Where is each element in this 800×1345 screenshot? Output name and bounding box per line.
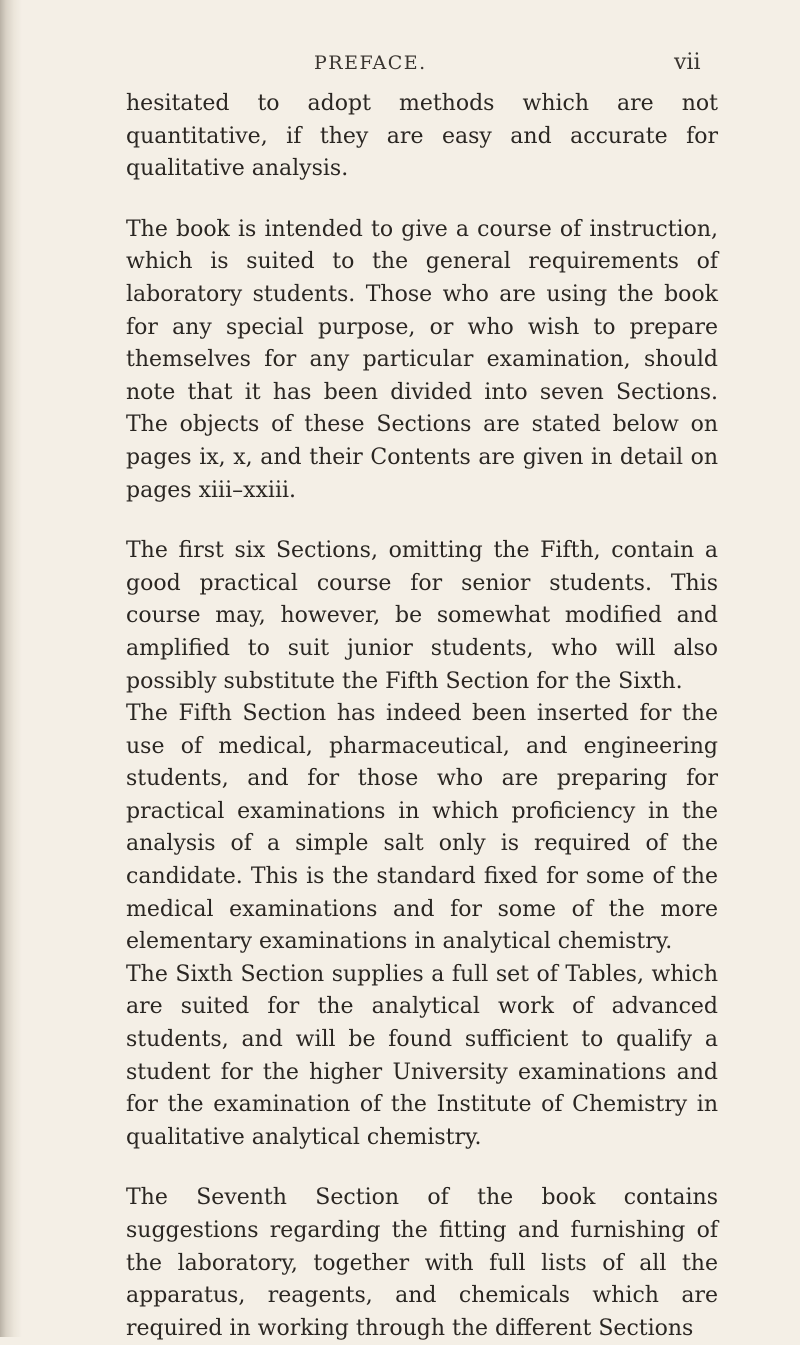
body-text <box>126 88 718 1345</box>
paragraph-continued: hesitated to adopt methods which are not quantitative, if they are easy and accurate for qualitative analysis. <box>126 91 718 182</box>
page-number: vii <box>674 50 701 75</box>
paragraph-course-intro: The book is intended to give a course of instruction, which is suited to the general requirements of laboratory students. Those who are using the book for any special purpose, or who wish to prepare themselves for any particular examination, should note that it has been divided into seven Sections. The objects of these Sections are stated below on pages ix, x, and their Contents are given in detail on pages xiii–xxiii. <box>126 216 718 503</box>
running-head <box>0 52 800 82</box>
running-head-title: PREFACE. <box>314 52 427 74</box>
paragraph-fifth-section: The Fifth Section has indeed been inserted for the use of medical, pharmaceutical, and engineering students, and for those who are preparing for practical examinations in which proficiency in the analysis of a simple salt only is required of the candidate. This is the standard fixed for some of the medical examinations and for some of the more elementary examinations in analytical chemistry. <box>126 701 718 955</box>
paragraph-first-six-sections: The first six Sections, omitting the Fifth, contain a good practical course for senior students. This course may, however, be somewhat modified and amplified to suit junior students, who will also possibly substitute the Fifth Section for the Sixth. <box>126 538 718 694</box>
paragraph-seventh-section: The Seventh Section of the book contains suggestions regarding the fitting and furnishing of the laboratory, together with full lists of all the apparatus, reagents, and chemicals which are required in working through the different Sections <box>126 1185 718 1341</box>
paragraph-sixth-section: The Sixth Section supplies a full set of Tables, which are suited for the analytical work of advanced students, and will be found sufficient to qualify a student for the higher University examinations and for the examination of the Institute of Chemistry in qualitative analytical chemistry. <box>126 961 718 1150</box>
